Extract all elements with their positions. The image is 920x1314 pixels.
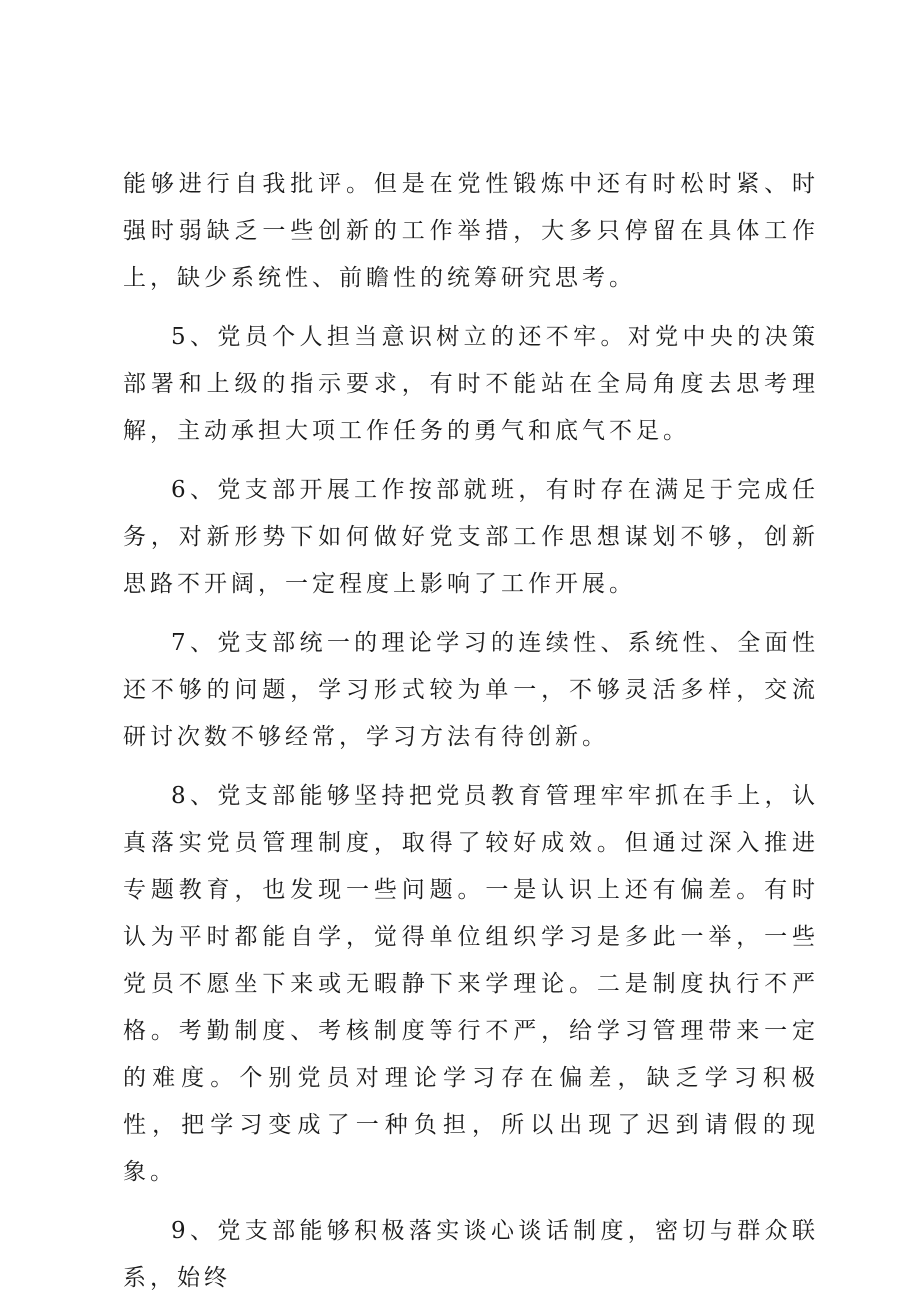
paragraph-item-7: 7、党支部统一的理论学习的连续性、系统性、全面性还不够的问题，学习形式较为单一，不够灵活多样，交流研讨次数不够经常，学习方法有待创新。 <box>123 630 819 750</box>
document-body <box>123 161 819 1314</box>
paragraph-item-6: 6、党支部开展工作按部就班，有时存在满足于完成任务，对新形势下如何做好党支部工作思想谋划不够，创新思路不开阔，一定程度上影响了工作开展。 <box>123 477 819 597</box>
paragraph-item-9: 9、党支部能够积极落实谈心谈话制度，密切与群众联系，始终 <box>123 1218 819 1291</box>
paragraph-item-8: 8、党支部能够坚持把党员教育管理牢牢抓在手上，认真落实党员管理制度，取得了较好成效。但通过深入推进专题教育，也发现一些问题。一是认识上还有偏差。有时认为平时都能自学，觉得单位组织学习是多此一举，一些党员不愿坐下来或无暇静下来学理论。二是制度执行不严格。考勤制度、考核制度等行不严，给学习管理带来一定的难度。个别党员对理论学习存在偏差，缺乏学习积极性，把学习变成了一种负担，所以出现了迟到请假的现象。 <box>123 783 819 1185</box>
paragraph-item-5: 5、党员个人担当意识树立的还不牢。对党中央的决策部署和上级的指示要求，有时不能站在全局角度去思考理解，主动承担大项工作任务的勇气和底气不足。 <box>123 324 819 444</box>
paragraph-continuation: 能够进行自我批评。但是在党性锻炼中还有时松时紧、时强时弱缺乏一些创新的工作举措，大多只停留在具体工作上，缺少系统性、前瞻性的统筹研究思考。 <box>123 171 819 291</box>
